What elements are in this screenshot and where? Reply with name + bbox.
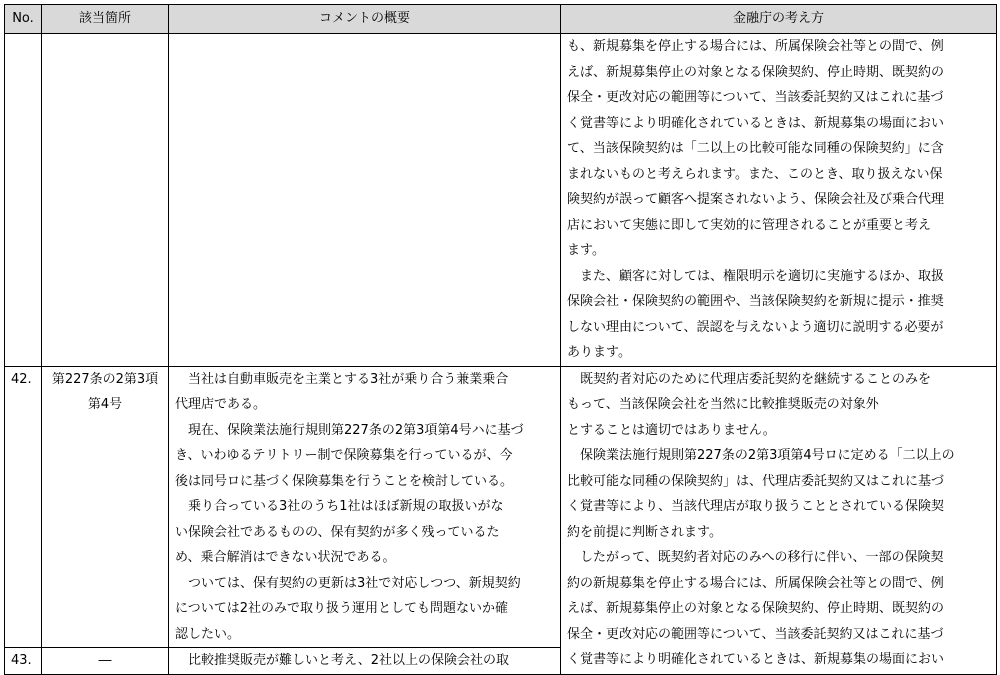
table-header-row bbox=[5, 5, 997, 34]
header-comment: コメントの概要 bbox=[169, 5, 561, 34]
cell-location bbox=[42, 366, 169, 648]
text-line: 保険会社・保険契約の範囲や、当該保険契約を新規に提示・推奨 bbox=[567, 294, 944, 309]
comment-paragraph bbox=[175, 571, 554, 648]
cell-location bbox=[42, 34, 169, 367]
text-line: しない理由について、誤認を与えないよう適切に説明する必要が bbox=[567, 319, 944, 335]
text-line: 店において実態に即して実効的に管理されることが重要と考え bbox=[567, 217, 932, 233]
text-line: く覚書等により明確化されているときは、新規募集の場面におい bbox=[567, 115, 945, 131]
text-line: えば、新規募集停止の対象となる保険契約、停止時期、既契約の bbox=[567, 601, 945, 616]
view-paragraph bbox=[567, 367, 990, 444]
text-line: 当社は自動車販売を主業とする3社が乗り合う兼業乗合 bbox=[188, 371, 509, 387]
view-paragraph bbox=[567, 34, 990, 264]
text-line: 乗り合っている3社のうち1社はほぼ新規の取扱いがな bbox=[188, 499, 504, 514]
view-paragraph bbox=[567, 545, 990, 673]
view-paragraph bbox=[567, 264, 990, 366]
text-line: まれないものと考えられます。また、このとき、取り扱えない保 bbox=[567, 166, 943, 182]
text-line: め、乗合解消はできない状況である。 bbox=[175, 550, 396, 565]
text-line: 現在、保険業法施行規則第227条の2第3項第4号ハに基づ bbox=[188, 422, 524, 438]
text-line: い保険会社であるものの、保有契約が多く残っているた bbox=[175, 524, 500, 540]
location-line: 第4号 bbox=[87, 397, 123, 412]
comments-table bbox=[4, 4, 997, 675]
cell-no: 42. bbox=[5, 366, 42, 648]
header-view: 金融庁の考え方 bbox=[561, 5, 997, 34]
comment-paragraph bbox=[175, 367, 554, 418]
text-line: 比較可能な同種の保険契約」は、代理店委託契約又はこれに基づ bbox=[567, 473, 945, 489]
text-line: また、顧客に対しては、権限明示を適切に実施するほか、取扱 bbox=[580, 268, 945, 284]
text-line: 後は同号ロに基づく保険募集を行うことを検討している。 bbox=[175, 473, 514, 489]
text-line: 保険業法施行規則第227条の2第3項第4号ロに定める「二以上の bbox=[580, 448, 955, 463]
text-line: く覚書等により、当該代理店が取り扱うこととされている保険契 bbox=[567, 499, 945, 514]
comment-paragraph bbox=[175, 494, 554, 571]
text-line: ついては、保有契約の更新は3社で対応しつつ、新規契約 bbox=[188, 575, 521, 591]
cell-comment bbox=[169, 34, 561, 367]
text-line: 認したい。 bbox=[175, 626, 241, 642]
text-line: 約の新規募集を停止する場合には、所属保険会社等との間で、例 bbox=[567, 575, 944, 591]
text-line: く覚書等により明確化されているときは、新規募集の場面におい bbox=[567, 652, 945, 667]
text-line: 保全・更改対応の範囲等について、当該委託契約又はこれに基づ bbox=[567, 626, 944, 642]
text-line: て、当該保険契約は「二以上の比較可能な同種の保険契約」に含 bbox=[567, 141, 944, 156]
text-line: 既契約者対応のために代理店委託契約を継続することのみを bbox=[580, 371, 932, 387]
cell-no bbox=[5, 34, 42, 367]
text-line: 約を前提に判断されます。 bbox=[567, 524, 722, 540]
text-line: き、いわゆるテリトリー制で保険募集を行っているが、今 bbox=[175, 448, 513, 463]
text-line: については2社のみで取り扱う運用としても問題ないか確 bbox=[175, 601, 509, 616]
cell-view bbox=[561, 34, 997, 367]
cell-no: 43. bbox=[5, 648, 42, 675]
text-line: 比較推奨販売が難しいと考え、2社以上の保険会社の取 bbox=[188, 653, 510, 668]
view-paragraph bbox=[567, 443, 990, 545]
text-line: 保全・更改対応の範囲等について、当該委託契約又はこれに基づ bbox=[567, 90, 944, 105]
text-line: 険契約が誤って顧客へ提案されないよう、保険会社及び乗合代理 bbox=[567, 192, 945, 207]
text-line: 代理店である。 bbox=[175, 397, 267, 412]
cell-view bbox=[561, 366, 997, 674]
header-no: No. bbox=[5, 5, 42, 34]
text-line: あります。 bbox=[567, 345, 631, 360]
cell-comment bbox=[169, 648, 561, 675]
text-line: とすることは適切ではありません。 bbox=[567, 422, 776, 438]
header-location: 該当箇所 bbox=[42, 5, 169, 34]
comment-paragraph bbox=[175, 418, 554, 495]
cell-location: ― bbox=[42, 648, 169, 675]
text-line: えば、新規募集停止の対象となる保険契約、停止時期、既契約の bbox=[567, 64, 945, 80]
cell-comment bbox=[169, 366, 561, 648]
text-line: ます。 bbox=[567, 243, 605, 258]
text-line: したがって、既契約者対応のみへの移行に伴い、一部の保険契 bbox=[580, 550, 944, 565]
table-row bbox=[5, 366, 997, 648]
text-line: も、新規募集を停止する場合には、所属保険会社等との間で、例 bbox=[567, 39, 944, 54]
location-line: 第227条の2第3項 bbox=[51, 371, 159, 387]
table-row bbox=[5, 34, 997, 367]
text-line: もって、当該保険会社を当然に比較推奨販売の対象外 bbox=[567, 397, 879, 412]
